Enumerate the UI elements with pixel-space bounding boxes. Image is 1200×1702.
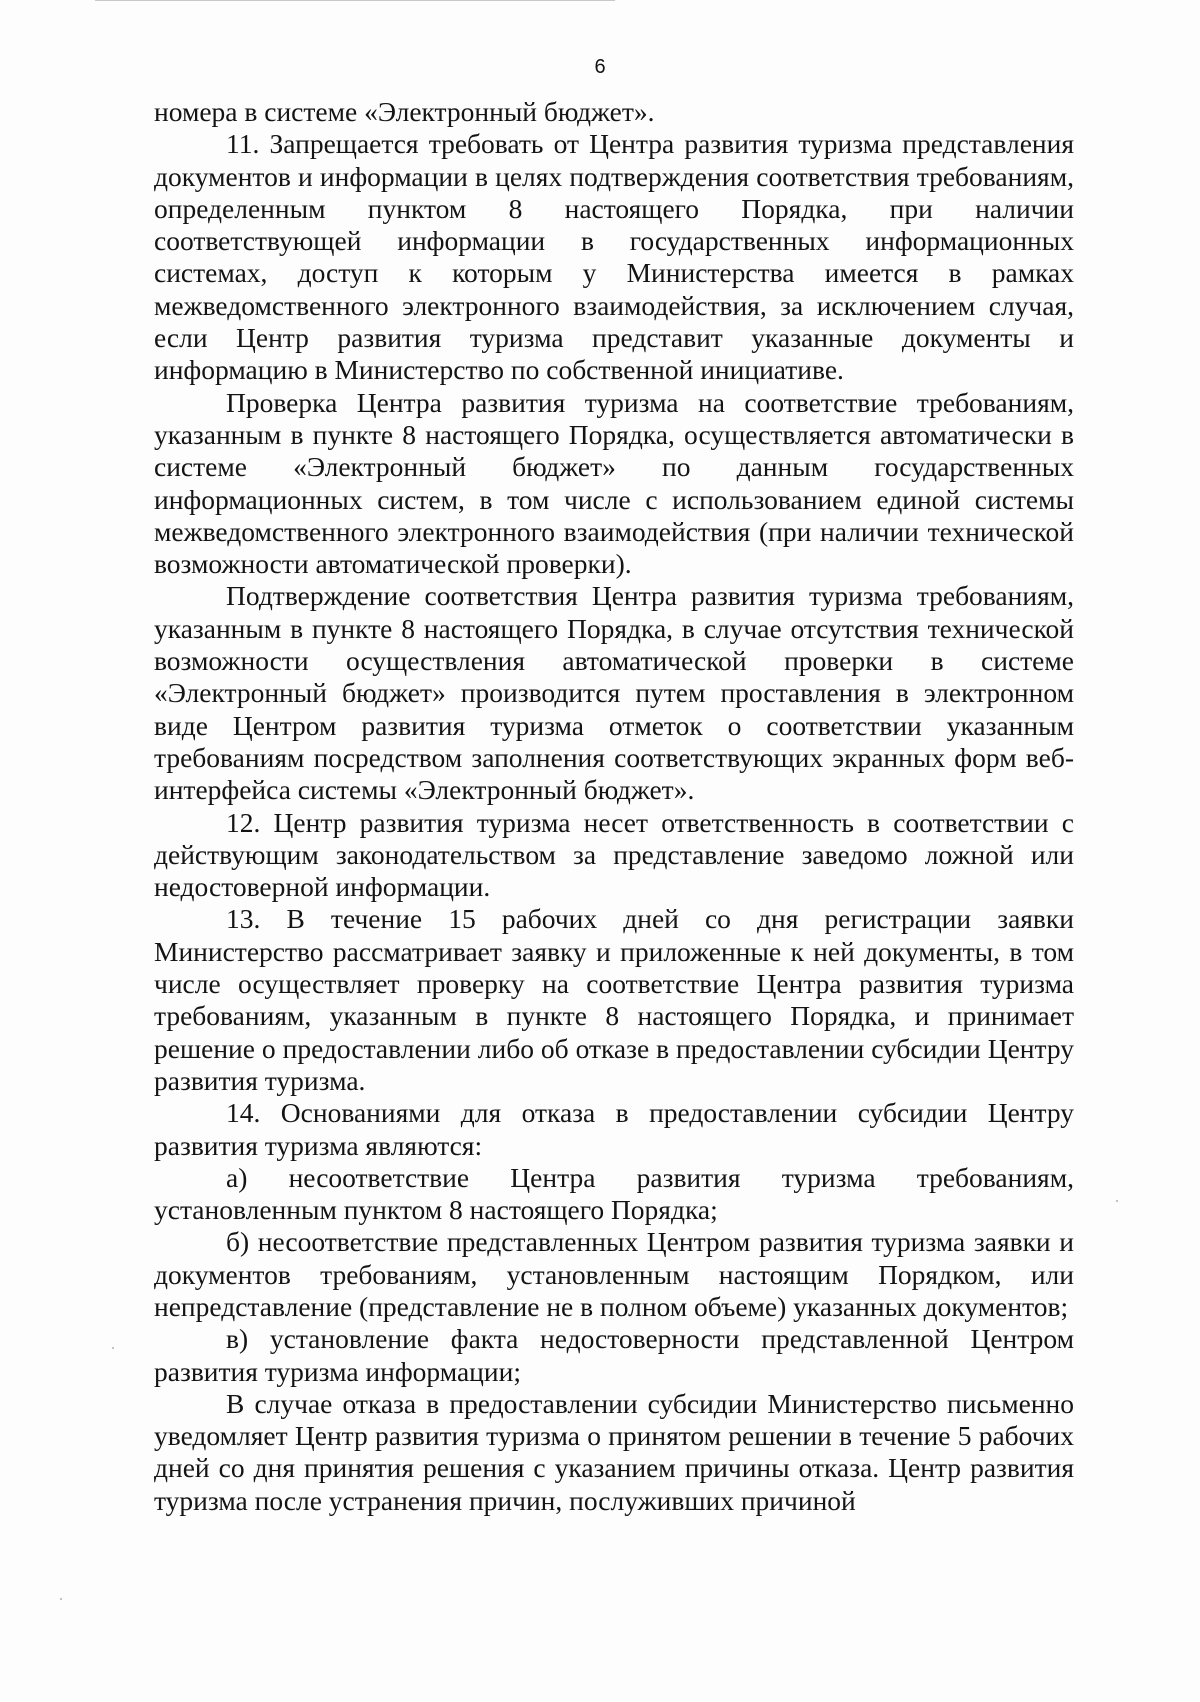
paragraph: В случае отказа в предоставлении субсидии Министерство письменно уведомляет Центр развития туризма о принятом решении в течение 5 рабочих дней со дня принятия решения с указанием причины отказа. Центр развития туризма после устранения причин, послуживших причиной bbox=[154, 1387, 1074, 1516]
scan-speck bbox=[112, 1347, 114, 1349]
scan-top-edge bbox=[95, 0, 615, 1]
scan-speck bbox=[60, 1598, 62, 1600]
paragraph: номера в системе «Электронный бюджет». bbox=[154, 96, 655, 127]
paragraph: б) несоответствие представленных Центром развития туризма заявки и документов требованиям, установленным настоящим Порядком, или непредставление (представление не в полном объеме) указанных документов; bbox=[154, 1226, 1074, 1322]
page-number: 6 bbox=[594, 56, 606, 78]
paragraph: 13. В течение 15 рабочих дней со дня регистрации заявки Министерство рассматривает заявку и приложенные к ней документы, в том числе осуществляет проверку на соответствие Центра развития туризма требованиям, указанным в пункте 8 настоящего Порядка, и принимает решение о предоставлении либо об отказе в предоставлении субсидии Центру развития туризма. bbox=[154, 903, 1074, 1096]
paragraph: 11. Запрещается требовать от Центра развития туризма представления документов и информации в целях подтверждения соответствия требованиям, определенным пунктом 8 настоящего Порядка, при наличии соответствующей информации в государственных информационных системах, доступ к которым у Министерства имеется в рамках межведомственного электронного взаимодействия, за исключением случая, если Центр развития туризма представит указанные документы и информацию в Министерство по собственной инициативе. bbox=[154, 128, 1074, 386]
document-body bbox=[154, 96, 1074, 1517]
paragraph: в) установление факта недостоверности представленной Центром развития туризма информации; bbox=[154, 1323, 1074, 1387]
paragraph: а) несоответствие Центра развития туризма требованиям, установленным пунктом 8 настоящего Порядка; bbox=[154, 1161, 1074, 1226]
paragraph: Проверка Центра развития туризма на соответствие требованиям, указанным в пункте 8 настоящего Порядка, осуществляется автоматически в системе «Электронный бюджет» по данным государственных информационных систем, в том числе с использованием единой системы межведомственного электронного взаимодействия (при наличии технической возможности автоматической проверки). bbox=[154, 386, 1074, 580]
paragraph: 12. Центр развития туризма несет ответственность в соответствии с действующим законодательством за представление заведомо ложной или недостоверной информации. bbox=[154, 806, 1074, 903]
paragraph: Подтверждение соответствия Центра развития туризма требованиям, указанным в пункте 8 настоящего Порядка, в случае отсутствия технической возможности осуществления автоматической проверки в системе «Электронный бюджет» производится путем проставления в электронном виде Центром развития туризма отметок о соответствии указанным требованиям посредством заполнения соответствующих экранных форм веб-интерфейса системы «Электронный бюджет». bbox=[154, 580, 1074, 806]
paragraph: 14. Основаниями для отказа в предоставлении субсидии Центру развития туризма являются: bbox=[154, 1097, 1074, 1161]
scan-speck bbox=[1116, 1200, 1118, 1202]
